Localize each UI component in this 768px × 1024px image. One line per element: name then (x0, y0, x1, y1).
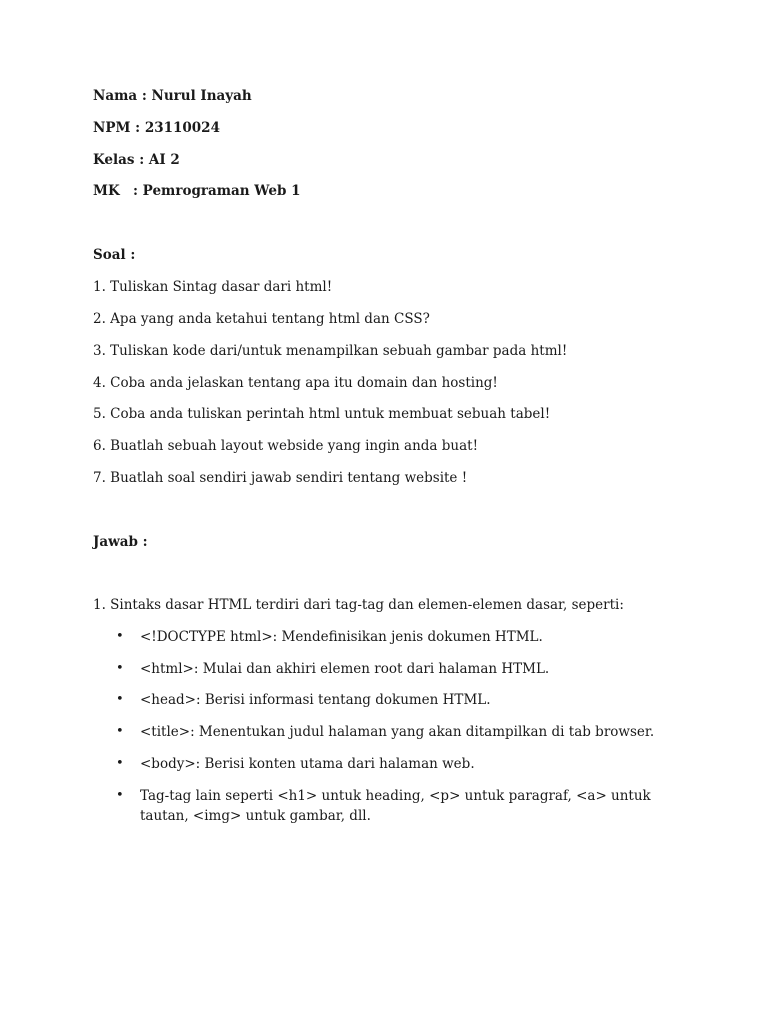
soal-item-1: 1. Tuliskan Sintag dasar dari html! (93, 279, 333, 295)
soal-heading: Soal : (93, 247, 136, 263)
jawab-heading: Jawab : (93, 534, 148, 550)
student-name: Nama : Nurul Inayah (93, 88, 252, 104)
soal-item-7: 7. Buatlah soal sendiri jawab sendiri tentang website ! (93, 470, 468, 486)
bullet-icon: • (116, 661, 124, 676)
soal-item-5: 5. Coba anda tuliskan perintah html untuk membuat sebuah tabel! (93, 406, 551, 422)
soal-item-2: 2. Apa yang anda ketahui tentang html dan CSS? (93, 311, 430, 327)
student-class: Kelas : AI 2 (93, 152, 180, 168)
answer-bullet-other-tags: Tag-tag lain seperti <h1> untuk heading, <p> untuk paragraf, <a> untuk tautan, <img> untuk gambar, dll. (140, 788, 651, 824)
answer-bullet-head: <head>: Berisi informasi tentang dokumen HTML. (140, 692, 491, 708)
course-value: : Pemrograman Web 1 (133, 183, 301, 199)
bullet-icon: • (116, 692, 124, 707)
answer-1-intro: 1. Sintaks dasar HTML terdiri dari tag-tag dan elemen-elemen dasar, seperti: (93, 597, 624, 613)
bullet-icon: • (116, 629, 124, 644)
bullet-icon: • (116, 756, 124, 771)
course-label: MK (93, 183, 120, 199)
bullet-icon: • (116, 724, 124, 739)
answer-bullet-html: <html>: Mulai dan akhiri elemen root dari halaman HTML. (140, 661, 550, 677)
student-npm: NPM : 23110024 (93, 120, 220, 136)
answer-bullet-doctype: <!DOCTYPE html>: Mendefinisikan jenis dokumen HTML. (140, 629, 543, 645)
soal-item-3: 3. Tuliskan kode dari/untuk menampilkan sebuah gambar pada html! (93, 343, 568, 359)
answer-bullet-body: <body>: Berisi konten utama dari halaman web. (140, 756, 475, 772)
bullet-icon: • (116, 788, 124, 803)
answer-bullet-title: <title>: Menentukan judul halaman yang akan ditampilkan di tab browser. (140, 724, 655, 740)
soal-item-4: 4. Coba anda jelaskan tentang apa itu domain dan hosting! (93, 375, 498, 391)
soal-item-6: 6. Buatlah sebuah layout webside yang ingin anda buat! (93, 438, 479, 454)
